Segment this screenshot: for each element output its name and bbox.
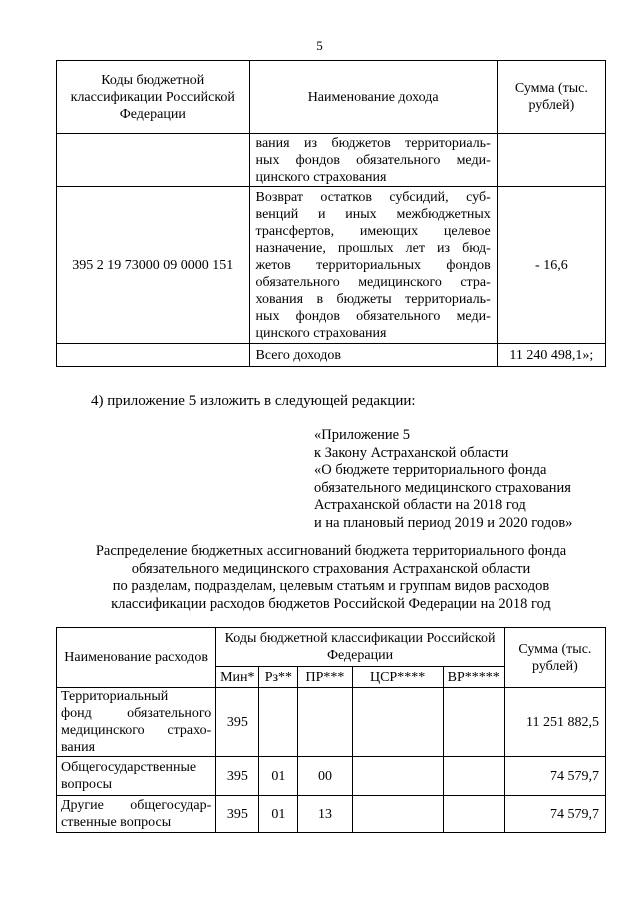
- header-min: Мин*: [216, 667, 259, 688]
- table-row: [57, 796, 606, 833]
- row-min: 395: [216, 688, 259, 757]
- table-row: [57, 187, 606, 344]
- name-line: вания: [61, 740, 96, 755]
- name-line: хования в бюджеты территориаль-: [255, 291, 491, 307]
- row-name: [249, 344, 497, 367]
- title-line: классификации расходов бюджетов Российской Федерации на 2018 год: [111, 595, 551, 612]
- header-expense-name: Наименование расходов: [57, 628, 216, 688]
- row-name: [249, 134, 497, 187]
- appendix-line: к Закону Астраханской области: [314, 444, 509, 461]
- row-csr: [352, 757, 443, 796]
- name-line: венций и иных межбюджетных: [255, 206, 491, 222]
- row-vr: [443, 757, 504, 796]
- row-pr: 00: [298, 757, 352, 796]
- title-line: по разделам, подразделам, целевым статьям и группам видов расходов: [112, 578, 550, 594]
- title-line: Распределение бюджетных ассигнований бюджета территориального фонда: [95, 543, 567, 559]
- header-vr: ВР*****: [443, 667, 504, 688]
- row-sum: [497, 134, 605, 187]
- appendix-header: [314, 427, 572, 532]
- name-line: Общегосударственные: [61, 760, 197, 775]
- row-name: [57, 757, 216, 796]
- appendix-line: обязательного медицинского страхования: [314, 479, 571, 496]
- header-csr: ЦСР****: [352, 667, 443, 688]
- header-codes: Коды бюджетной классификации Российской Федерации: [57, 61, 250, 134]
- expenses-table-header: [57, 628, 606, 667]
- row-code: 395 2 19 73000 09 0000 151: [57, 187, 250, 344]
- appendix-line: «Приложение 5: [314, 427, 410, 443]
- name-line: Другие общегосудар-: [61, 798, 212, 813]
- row-min: 395: [216, 796, 259, 833]
- row-code: [57, 344, 250, 367]
- row-min: 395: [216, 757, 259, 796]
- header-sum: Сумма (тыс. рублей): [497, 61, 605, 134]
- table-row: [57, 757, 606, 796]
- table-row: [57, 344, 606, 367]
- name-line: медицинского страхо-: [61, 723, 212, 738]
- row-sum-total: 11 240 498,1»;: [497, 344, 605, 367]
- row-sum: 74 579,7: [504, 757, 605, 796]
- row-pr: [298, 688, 352, 757]
- row-vr: [443, 796, 504, 833]
- name-line: цинского страхования: [255, 169, 387, 185]
- header-codes: Коды бюджетной классификации Российской Федерации: [216, 628, 505, 667]
- table-row: [57, 134, 606, 187]
- name-line: назначение, прошлых лет из бюд-: [255, 240, 491, 256]
- row-name: [249, 187, 497, 344]
- name-line: Возврат остатков субсидий, суб-: [255, 189, 491, 205]
- appendix-line: «О бюджете территориального фонда: [314, 462, 547, 478]
- appendix-line: Астраханской области на 2018 год: [314, 497, 526, 513]
- item-4-text: 4) приложение 5 изложить в следующей редакции:: [91, 393, 416, 409]
- name-line: жетов территориальных фондов: [255, 257, 491, 273]
- header-rz: Рз**: [259, 667, 298, 688]
- header-sum: Сумма (тыс. рублей): [504, 628, 605, 688]
- name-line: Всего доходов: [255, 347, 341, 363]
- name-line: вания из бюджетов территориаль-: [255, 135, 491, 151]
- row-name: [57, 796, 216, 833]
- row-rz: [259, 688, 298, 757]
- name-line: ных фондов обязательного меди-: [255, 308, 491, 324]
- row-sum: 74 579,7: [504, 796, 605, 833]
- row-csr: [352, 688, 443, 757]
- appendix-line: и на плановый период 2019 и 2020 годов»: [314, 514, 573, 531]
- expenses-table: [56, 627, 606, 833]
- name-line: трансфертов, имеющих целевое: [255, 223, 491, 239]
- income-table: [56, 60, 606, 367]
- name-line: Территориальный: [61, 689, 169, 704]
- table-row: [57, 688, 606, 757]
- name-line: ных фондов обязательного меди-: [255, 152, 491, 168]
- header-pr: ПР***: [298, 667, 352, 688]
- header-income-name: Наименование дохода: [249, 61, 497, 134]
- row-csr: [352, 796, 443, 833]
- row-rz: 01: [259, 757, 298, 796]
- row-code: [57, 134, 250, 187]
- name-line: обязательного медицинского стра-: [255, 274, 491, 290]
- income-table-header: [57, 61, 606, 134]
- name-line: вопросы: [61, 777, 112, 792]
- row-sum: 11 251 882,5: [504, 688, 605, 757]
- row-rz: 01: [259, 796, 298, 833]
- name-line: ственные вопросы: [61, 815, 172, 830]
- title-line: обязательного медицинского страхования Астраханской области: [131, 560, 531, 577]
- row-pr: 13: [298, 796, 352, 833]
- page-number: 5: [316, 38, 323, 53]
- name-line: цинского страхования: [255, 325, 387, 341]
- distribution-title: [56, 543, 606, 613]
- row-name: [57, 688, 216, 757]
- row-sum: - 16,6: [497, 187, 605, 344]
- row-vr: [443, 688, 504, 757]
- name-line: фонд обязательного: [61, 706, 212, 721]
